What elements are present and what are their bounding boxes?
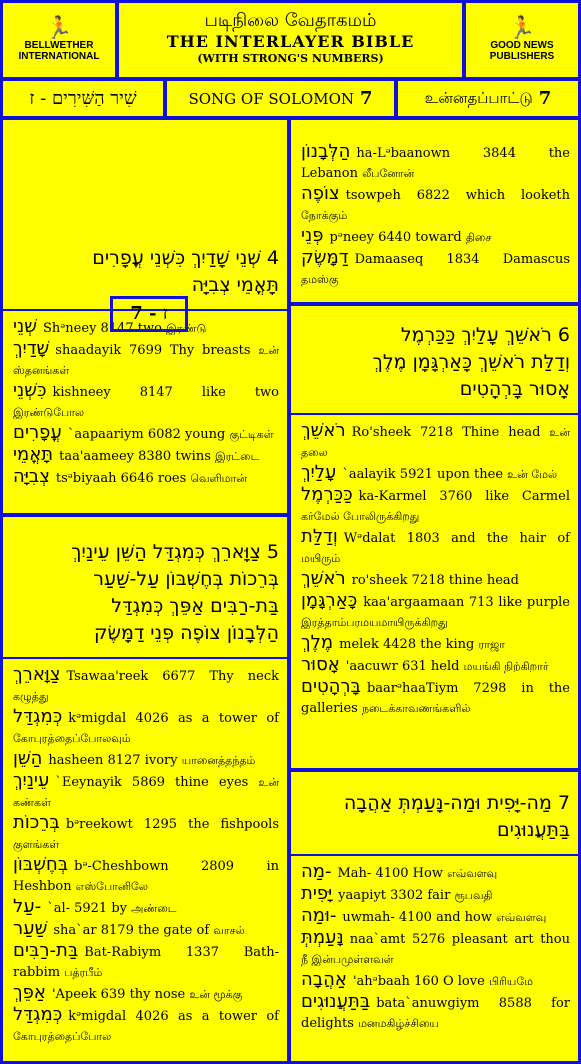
transliteration-gloss: kaa'argaamaan 713 like purple: [363, 595, 570, 610]
chapter-box: 7 - ז: [110, 296, 188, 332]
divider: [291, 854, 578, 856]
transliteration-gloss: taa'aameey 8380 twins: [59, 449, 211, 464]
hebrew-verse: [3, 539, 287, 647]
hebrew-word: שָׁדַיִךְ: [13, 338, 50, 359]
word-entry: [291, 184, 578, 226]
book-hebrew: [3, 81, 163, 116]
tamil-gloss: இரத்தாம்பரமயமாயிருக்கிறது: [301, 616, 448, 629]
hebrew-word: נָּעַמְתְּ: [301, 927, 344, 948]
word-entry: [291, 463, 578, 485]
hebrew-word: בַּת-רַבִּים: [13, 940, 79, 961]
transliteration-gloss: bᵊreekowt 1295 the fishpools: [65, 817, 279, 832]
transliteration-gloss: yaapiyt 3302 fair: [338, 888, 451, 903]
hebrew-verse-line: תָּאֳמֵי צְבִיָּה: [191, 274, 279, 296]
hebrew-verse-line: בַּתַּעֲנוּגִים: [496, 819, 570, 841]
tamil-gloss: உன் ஸ்தனங்கள்: [13, 344, 279, 377]
verse-4-panel: [3, 120, 287, 513]
verse-7-panel: [291, 772, 578, 1061]
word-entry: [3, 941, 287, 983]
transliteration-gloss: kishneey 8147 like two: [52, 385, 279, 400]
hebrew-word: דַמָּשֶׂק: [301, 247, 349, 268]
book-tamil-label: உன்னதப்பாட்டு: [424, 88, 533, 107]
hebrew-word: פְּנֵי: [301, 225, 324, 246]
transliteration-gloss: ro'sheek 7218 thine head: [351, 573, 519, 588]
hebrew-verse-line: וְדַלַּת רֹאשֵׁךְ כָּאַרְגָּמָן מֶלֶךְ: [372, 351, 570, 373]
word-entry: [291, 906, 578, 928]
word-entry: [291, 569, 578, 591]
hebrew-word: עָלַיִךְ: [301, 462, 337, 483]
hebrew-word: צַוָּארֵךְ: [13, 664, 61, 685]
book-tamil: [398, 81, 578, 116]
tamil-gloss: இரண்டு: [166, 322, 207, 335]
transliteration-gloss: melek 4428 the king: [339, 637, 475, 652]
transliteration-gloss: Shᵊneey 8147 two: [43, 321, 162, 336]
word-entry: [291, 970, 578, 992]
word-entry: [3, 983, 287, 1005]
word-entry: [291, 677, 578, 719]
hebrew-verse-line: אָסוּר בָּרְהָטִים: [459, 378, 570, 400]
transliteration-gloss: bata`anuwgiym 8588 for delights: [301, 996, 570, 1031]
hebrew-word: אַפֵּךְ: [13, 982, 46, 1003]
word-entry: [291, 248, 578, 290]
word-entry: [3, 1005, 287, 1047]
hebrew-verse-line: הַלְּבָנוֹן צוֹפֶה פְּנֵי דַמָּשֶׂק: [94, 622, 279, 644]
good-news-logo: [466, 3, 578, 77]
hebrew-word: עֳפָרִים: [13, 422, 62, 443]
tamil-gloss: உன் தலை: [301, 426, 570, 459]
tamil-gloss: எவ்வளவு: [496, 911, 547, 924]
word-entry: [3, 381, 287, 423]
transliteration-gloss: baarᵊhaaTiym 7298 in the galleries: [301, 681, 570, 716]
tamil-gloss: நடைக்காவணங்களில்: [361, 702, 471, 715]
transliteration-gloss: Ro'sheek 7218 Thine head: [351, 425, 541, 440]
hebrew-word: שְׁנֵי: [13, 316, 37, 337]
word-entry: [3, 919, 287, 941]
hebrew-word: שַׁעַר: [13, 918, 48, 939]
transliteration-gloss: 'Apeek 639 thy nose: [51, 987, 186, 1002]
book-english-chapter: 7: [360, 88, 373, 109]
hebrew-verse: [291, 790, 578, 844]
transliteration-gloss: Bat-Rabiym 1337 Bath-rabbim: [13, 945, 279, 980]
tamil-gloss: கர்மேல் போலிருக்கிறது: [301, 510, 420, 523]
transliteration-gloss: `al- 5921 by: [47, 901, 128, 916]
transliteration-gloss: tsᵊbiyaah 6646 roes: [55, 471, 187, 486]
tamil-gloss: குளங்கள்: [13, 838, 60, 851]
divider: [3, 657, 287, 659]
word-entry: [3, 665, 287, 707]
word-entry: [291, 142, 578, 184]
hebrew-verse: [291, 322, 578, 403]
verse-5-continued-panel: [291, 120, 578, 302]
word-entry: [291, 591, 578, 633]
transliteration-gloss: bᵊ-Cheshbown 2809 in Heshbon: [13, 859, 279, 894]
tamil-gloss: அண்டை: [131, 902, 177, 915]
transliteration-gloss: `aalayik 5921 upon thee: [342, 467, 504, 482]
word-entry: [3, 749, 287, 771]
tamil-gloss: வாசல்: [213, 924, 245, 937]
tamil-gloss: நீ இன்பமுள்ளவள்: [301, 953, 394, 966]
hebrew-word: וְדַלַּת: [301, 526, 338, 547]
word-entry: [3, 423, 287, 445]
hebrew-word: יָּפִית: [301, 883, 333, 904]
hebrew-verse-line: 4 שְׁנֵי שָׁדַיִךְ כִּשְׁנֵי עֳפָרִים: [92, 247, 279, 269]
word-entry: [291, 862, 578, 884]
figure-icon: 🏃: [45, 16, 73, 41]
hebrew-word: בְּרֵכוֹת: [13, 812, 60, 833]
tamil-gloss: லீபனோன்: [362, 167, 415, 180]
transliteration-gloss: Damaaseq 1834 Damascus: [354, 252, 570, 267]
tamil-gloss: பத்ரபீம்: [64, 966, 103, 979]
book-english: [167, 81, 394, 116]
transliteration-gloss: shaadayik 7699 Thy breasts: [55, 343, 251, 358]
hebrew-word: רֹאשֵׁךְ: [301, 568, 346, 589]
title-block: [119, 3, 462, 77]
verse-5-panel: [3, 517, 287, 1061]
hebrew-word: אַהֲבָה: [301, 969, 347, 990]
word-entry: [291, 527, 578, 569]
tamil-gloss: கோபுரத்தைப்போலவும்: [13, 732, 131, 745]
tamil-gloss: உன் கண்கள்: [13, 776, 279, 809]
tamil-gloss: குட்டிகள்: [229, 428, 274, 441]
verse-6-panel: [291, 306, 578, 768]
hebrew-word: אָסוּר: [301, 654, 340, 675]
hebrew-word: הַלְּבָנוֹן: [301, 141, 351, 162]
transliteration-gloss: `Eeynayik 5869 thine eyes: [55, 775, 249, 790]
word-entry: [3, 771, 287, 813]
tamil-gloss: மனமகிழ்ச்சியை: [358, 1017, 439, 1030]
book-tamil-chapter: 7: [538, 88, 552, 109]
transliteration-gloss: Tsawaa'reek 6677 Thy neck: [66, 669, 279, 684]
tamil-gloss: மயங்கி நிற்கிறார்: [463, 660, 549, 673]
hebrew-verse-line: 7 מַה-יָּפִית וּמַה-נָּעַמְתְּ אַהֲבָה: [343, 792, 570, 814]
tamil-gloss: இரண்டுபோல: [13, 406, 85, 419]
hebrew-word: הַשֵּׁן: [13, 748, 43, 769]
hebrew-word: בַּתַּעֲנוּגִים: [301, 991, 371, 1012]
hebrew-word: רֹאשֵׁךְ: [301, 420, 346, 441]
transliteration-gloss: ka-Karmel 3760 like Carmel: [358, 489, 570, 504]
tamil-gloss: இரட்டை: [215, 450, 260, 463]
word-entry: [3, 467, 287, 489]
tamil-gloss: தமஸ்கு: [301, 273, 339, 286]
tamil-gloss: எஸ்போனிலே: [75, 880, 148, 893]
word-entry: [291, 884, 578, 906]
hebrew-word: כְּמִגְדַּל: [13, 706, 63, 727]
hebrew-word: כָּאַרְגָּמָן: [301, 590, 358, 611]
bellwether-logo-text: BELLWETHER INTERNATIONAL: [18, 40, 100, 62]
tamil-gloss: வெளிமான்: [190, 472, 247, 485]
tamil-title: படிநிலை வேதாகமம்: [204, 10, 377, 31]
hebrew-verse-line: בְּרֵכוֹת בְּחֶשְׁבּוֹן עַל-שַׁעַר: [93, 568, 279, 590]
transliteration-gloss: 'ahᵊbaah 160 O love: [352, 974, 485, 989]
hebrew-word: כְּמִגְדַּל: [13, 1004, 63, 1025]
word-entry: [291, 928, 578, 970]
tamil-gloss: கோபுரத்தைப்போல: [13, 1030, 112, 1043]
word-entry: [291, 485, 578, 527]
hebrew-word: עֵינַיִךְ: [13, 770, 50, 791]
word-entry: [291, 226, 578, 248]
hebrew-word: וּמַה-: [301, 905, 337, 926]
bellwether-logo: [3, 3, 115, 77]
hebrew-verse-line: 6 רֹאשֵׁךְ עָלַיִךְ כַּכַּרְמֶל: [400, 324, 570, 346]
tamil-gloss: மயிரும்: [301, 552, 341, 565]
page-subtitle: (WITH STRONG'S NUMBERS): [197, 52, 384, 65]
transliteration-gloss: kᵊmigdal 4026 as a tower of: [68, 711, 279, 726]
word-entry: [291, 421, 578, 463]
transliteration-gloss: Wᵊdalat 1803 and the hair of: [343, 531, 570, 546]
hebrew-word: כַּכַּרְמֶל: [301, 484, 353, 505]
transliteration-gloss: hasheen 8127 ivory: [48, 753, 178, 768]
hebrew-word: מַה-: [301, 861, 332, 882]
hebrew-word: תָּאֳמֵי: [13, 444, 54, 465]
tamil-gloss: திசை: [465, 231, 492, 244]
word-entry: [3, 445, 287, 467]
hebrew-verse-line: 5 צַוָּארֵךְ כְּמִגְדַּל הַשֵּׁן עֵינַיִךְ: [71, 541, 279, 563]
transliteration-gloss: naa`amt 5276 pleasant art thou: [349, 932, 570, 947]
page-title: THE INTERLAYER BIBLE: [166, 32, 415, 51]
hebrew-verse-line: בַּת-רַבִּים אַפֵּךְ כְּמִגְדַּל: [111, 595, 279, 617]
word-entry: [291, 992, 578, 1034]
hebrew-word: כִּשְׁנֵי: [13, 380, 47, 401]
tamil-gloss: நோக்கும்: [301, 209, 348, 222]
word-entry: [291, 655, 578, 677]
word-entry: [3, 855, 287, 897]
book-hebrew-label: שִׁיר הַשִּׁירִים - ז: [29, 88, 137, 109]
hebrew-verse: [3, 245, 287, 299]
tamil-gloss: உன் மூக்கு: [189, 988, 243, 1001]
divider: [291, 413, 578, 415]
hebrew-word: עַל-: [13, 896, 42, 917]
tamil-gloss: ராஜா: [478, 638, 505, 651]
tamil-gloss: கழுத்து: [13, 690, 49, 703]
hebrew-word: צוֹפֶה: [301, 183, 340, 204]
hebrew-word: צְבִיָּה: [13, 466, 50, 487]
transliteration-gloss: sha`ar 8179 the gate of: [53, 923, 210, 938]
word-entry: [3, 339, 287, 381]
word-entry: [3, 897, 287, 919]
transliteration-gloss: kᵊmigdal 4026 as a tower of: [68, 1009, 279, 1024]
word-entry: [3, 707, 287, 749]
transliteration-gloss: uwmah- 4100 and how: [342, 910, 492, 925]
figure-icon: 🏃: [508, 16, 536, 41]
tamil-gloss: ரூபவதி: [454, 889, 493, 902]
hebrew-word: בָּרְהָטִים: [301, 676, 361, 697]
tamil-gloss: உன் மேல்: [507, 468, 558, 481]
hebrew-word: בְּחֶשְׁבּוֹן: [13, 854, 69, 875]
transliteration-gloss: `aapaariym 6082 young: [67, 427, 226, 442]
transliteration-gloss: pᵊneey 6440 toward: [329, 230, 462, 245]
good-news-logo-text: GOOD NEWS PUBLISHERS: [489, 40, 555, 62]
transliteration-gloss: ha-Lᵊbaanown 3844 the Lebanon: [301, 146, 570, 181]
book-english-label: SONG OF SOLOMON: [188, 89, 354, 108]
tamil-gloss: பிரியமே: [488, 975, 533, 988]
transliteration-gloss: Mah- 4100 How: [337, 866, 443, 881]
tamil-gloss: யானைத்தந்தம்: [181, 754, 256, 767]
hebrew-word: מֶלֶךְ: [301, 632, 334, 653]
tamil-gloss: எவ்வளவு: [447, 867, 498, 880]
word-entry: [3, 813, 287, 855]
word-entry: [291, 633, 578, 655]
transliteration-gloss: 'aacuwr 631 held: [345, 659, 460, 674]
transliteration-gloss: tsowpeh 6822 which looketh: [345, 188, 570, 203]
